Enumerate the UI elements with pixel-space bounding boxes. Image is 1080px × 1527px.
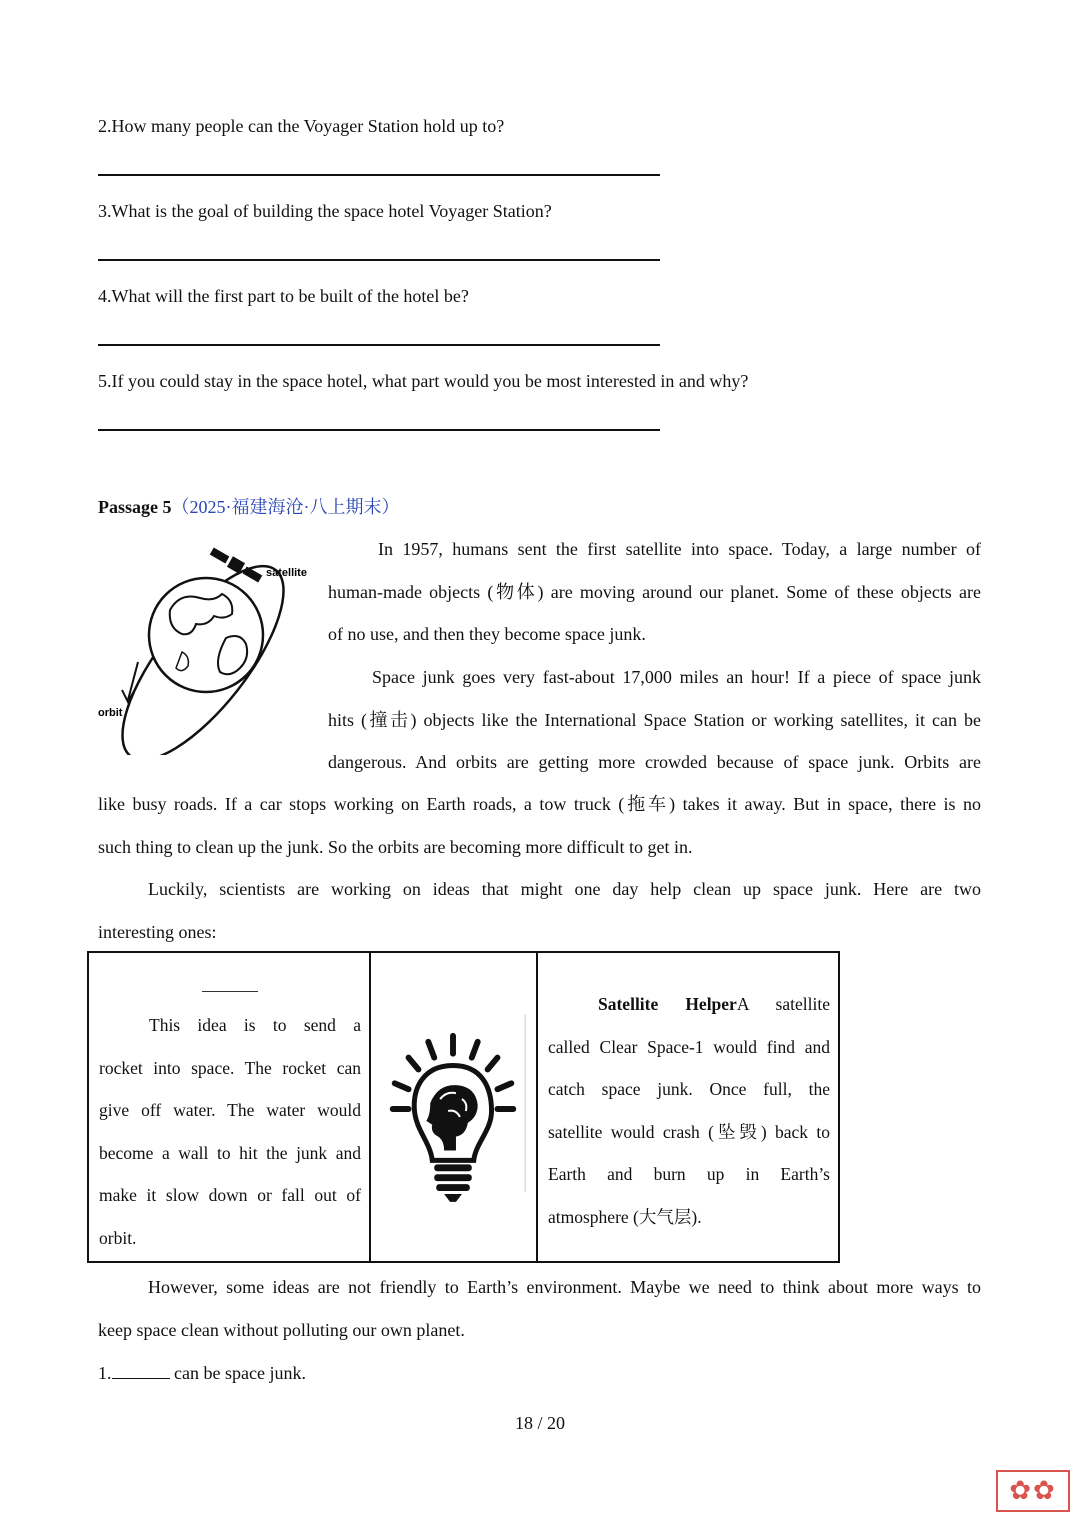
answer-line-4[interactable] (98, 344, 660, 346)
p2-line: dangerous. And orbits are getting more crowded because of space junk. Orbits are (328, 752, 981, 772)
p1-line: human-made objects (物体) are moving around our planet. Some of these objects are (328, 581, 981, 602)
ideas-table (87, 951, 840, 1263)
watermark-stamp: ✿✿ (996, 1470, 1070, 1512)
question-4: 4.What will the first part to be built of the hotel be? (98, 286, 469, 306)
idea-1-line: give off water. The water would (99, 1100, 361, 1120)
p2-line: Space junk goes very fast-about 17,000 miles an hour! If a piece of space junk (372, 667, 981, 687)
p4-line: keep space clean without polluting our own planet. (98, 1319, 465, 1340)
p3-line: Luckily, scientists are working on ideas that might one day help clean up space junk. Here are two (148, 879, 981, 899)
p3-line: interesting ones: (98, 921, 217, 942)
passage-label: Passage 5 (98, 497, 172, 517)
paragraph-2b (98, 783, 981, 868)
passage-heading (98, 495, 400, 519)
passage-source: （2025·福建海沧·八上期末） (171, 497, 400, 517)
idea-1-line: make it slow down or fall out of (99, 1185, 361, 1205)
idea-1-line: rocket into space. The rocket can (99, 1057, 361, 1078)
table-cell-idea-2 (538, 953, 838, 1261)
answer-line-2[interactable] (98, 174, 660, 176)
idea-1-text (99, 1004, 361, 1259)
paragraph-1 (328, 528, 981, 656)
earth-icon (149, 578, 263, 692)
p1-line: In 1957, humans sent the first satellite into space. Today, a large number of (378, 539, 981, 559)
paragraph-3 (98, 868, 981, 953)
title-blank[interactable] (202, 991, 258, 992)
idea-2-line: called Clear Space-1 would find and (548, 1036, 830, 1057)
p1-line: of no use, and then they become space junk. (328, 624, 646, 644)
passage-question-1 (98, 1362, 306, 1384)
paragraph-2a (328, 656, 981, 784)
question-5: 5.If you could stay in the space hotel, what part would you be most interested in and why? (98, 371, 749, 391)
idea-2-first-rest: A satellite (736, 994, 830, 1014)
idea-2-title: Satellite Helper (598, 994, 737, 1014)
question-2: 2.How many people can the Voyager Station hold up to? (98, 116, 505, 136)
table-cell-idea-1 (89, 953, 371, 1261)
q1-blank[interactable] (112, 1364, 170, 1379)
satellite-label: satellite (266, 567, 307, 579)
p2-line: like busy roads. If a car stops working on Earth roads, a tow truck (拖车) takes it away. But in space, there is no (98, 794, 981, 814)
idea-1-line: become a wall to hit the junk and (99, 1142, 361, 1163)
q1-prefix: 1. (98, 1363, 112, 1383)
answer-line-5[interactable] (98, 429, 660, 431)
idea-1-line: orbit. (99, 1227, 137, 1248)
p2-line: such thing to clean up the junk. So the orbits are becoming more difficult to get in. (98, 836, 693, 857)
idea-2-line: Earth and burn up in Earth’s (548, 1164, 830, 1184)
lightbulb-head-icon (371, 953, 536, 1263)
idea-2-line: atmosphere (大气层). (548, 1206, 702, 1227)
p4-line: However, some ideas are not friendly to Earth’s environment. Maybe we need to think about more ways to (148, 1277, 981, 1297)
table-cell-image (371, 953, 538, 1261)
earth-satellite-figure (98, 540, 318, 755)
orbit-arrow (122, 662, 138, 702)
idea-2-line: satellite would crash (坠毁) back to (548, 1121, 830, 1142)
question-3: 3.What is the goal of building the space hotel Voyager Station? (98, 201, 552, 221)
paragraph-4 (98, 1266, 981, 1351)
orbit-label: orbit (98, 707, 123, 719)
idea-2-text (548, 983, 830, 1238)
q1-suffix: can be space junk. (169, 1363, 306, 1383)
answer-line-3[interactable] (98, 259, 660, 261)
page-number: 18 / 20 (514, 1413, 565, 1433)
idea-2-first-line (548, 983, 830, 1026)
idea-1-line: This idea is to send a (149, 1015, 361, 1035)
idea-2-line: catch space junk. Once full, the (548, 1079, 830, 1099)
p2-line: hits (撞击) objects like the International Space Station or working satellites, it can be (328, 709, 981, 730)
